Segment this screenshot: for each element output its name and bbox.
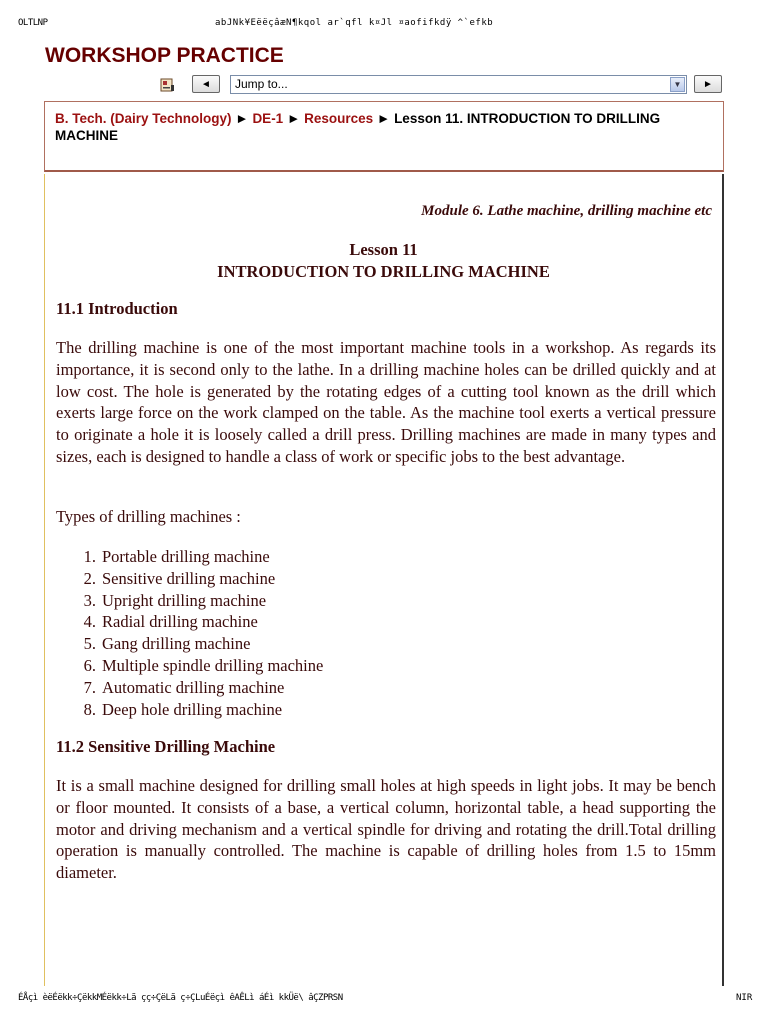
list-item: 7. Automatic drilling machine	[83, 677, 285, 697]
module-title: Module 6. Lathe machine, drilling machine etc	[421, 203, 712, 219]
breadcrumb-link-resources[interactable]: Resources	[304, 111, 374, 126]
list-item: 1. Portable drilling machine	[83, 547, 270, 566]
lesson-content	[44, 174, 724, 986]
page-icon[interactable]	[160, 78, 174, 92]
print-footer-right: NIR	[736, 993, 753, 1003]
breadcrumb-separator: ►	[376, 111, 391, 126]
introduction-paragraph: The drilling machine is one of the most important machine tools in a workshop. As regards its importance, it is second only to the lathe. In a drilling machine holes can be drilled quickly and at low cost. The hole is generated by the rotating edges of a cutting tool known as the drill which exerts large force on the work clamped on the table. As the machine tool exerts a vertical pressure to originate a hole it is loosely called a drill press. Drilling machines are made in many types and sizes, each is designed to handle a class of work or specific jobs to the best advantage.	[56, 338, 716, 466]
breadcrumb-current: Lesson 11. INTRODUCTION TO DRILLING MACHINE	[55, 111, 661, 143]
lesson-title: INTRODUCTION TO DRILLING MACHINE	[217, 262, 550, 281]
site-title: WORKSHOP PRACTICE	[45, 44, 284, 67]
breadcrumb-link-course[interactable]: B. Tech. (Dairy Technology)	[55, 111, 232, 126]
jump-to-select[interactable]	[230, 75, 687, 94]
list-item: 4. Radial drilling machine	[83, 612, 258, 632]
breadcrumb-separator: ►	[235, 111, 249, 126]
jump-to-value: Jump to...	[235, 77, 288, 91]
types-intro: Types of drilling machines :	[56, 507, 241, 526]
next-button[interactable]: ►	[694, 75, 722, 93]
types-list	[56, 546, 323, 720]
list-item: 5. Gang drilling machine	[83, 634, 251, 654]
breadcrumb-panel	[44, 101, 724, 172]
section-heading-introduction: 11.1 Introduction	[56, 299, 178, 318]
navigation-bar	[160, 74, 725, 96]
chevron-down-icon[interactable]: ▼	[670, 77, 685, 92]
print-footer-left: ÉÅçì èëÉëkk÷ÇëkkMÉëkk÷Lã çç÷ÇëLã ç÷ÇLuÉëçì êAÊLì áÉì kkÜë\ âÇZPRSN	[18, 993, 343, 1003]
breadcrumb	[55, 110, 715, 144]
sensitive-paragraph: It is a small machine designed for drilling small holes at high speeds in light jobs. It may be bench or floor mounted. It consists of a base, a vertical column, horizontal table, a head supporting the motor and driving mechanism and a vertical spindle for driving and rotating the drill.Total drilling operation is manually controlled. The machine is capable of drilling holes from 1.5 to 15mm diameter.	[56, 776, 716, 883]
list-item: 8. Deep hole drilling machine	[83, 699, 283, 719]
breadcrumb-link-de1[interactable]: DE-1	[252, 111, 284, 126]
lesson-number: Lesson 11	[349, 240, 418, 259]
previous-button[interactable]: ◄	[192, 75, 220, 93]
print-header-left: OLTLNP	[18, 18, 48, 28]
section-heading-sensitive: 11.2 Sensitive Drilling Machine	[56, 737, 276, 756]
list-item: 2. Sensitive drilling machine	[83, 568, 276, 588]
list-item: 6. Multiple spindle drilling machine	[83, 655, 324, 675]
list-item: 3. Upright drilling machine	[83, 590, 267, 610]
print-header-center: abJNk¥EëëçâæN¶kqol ar`qfl k¤Jl ¤aofifkdÿ ^`efkb	[215, 18, 494, 28]
breadcrumb-separator: ►	[286, 111, 301, 126]
